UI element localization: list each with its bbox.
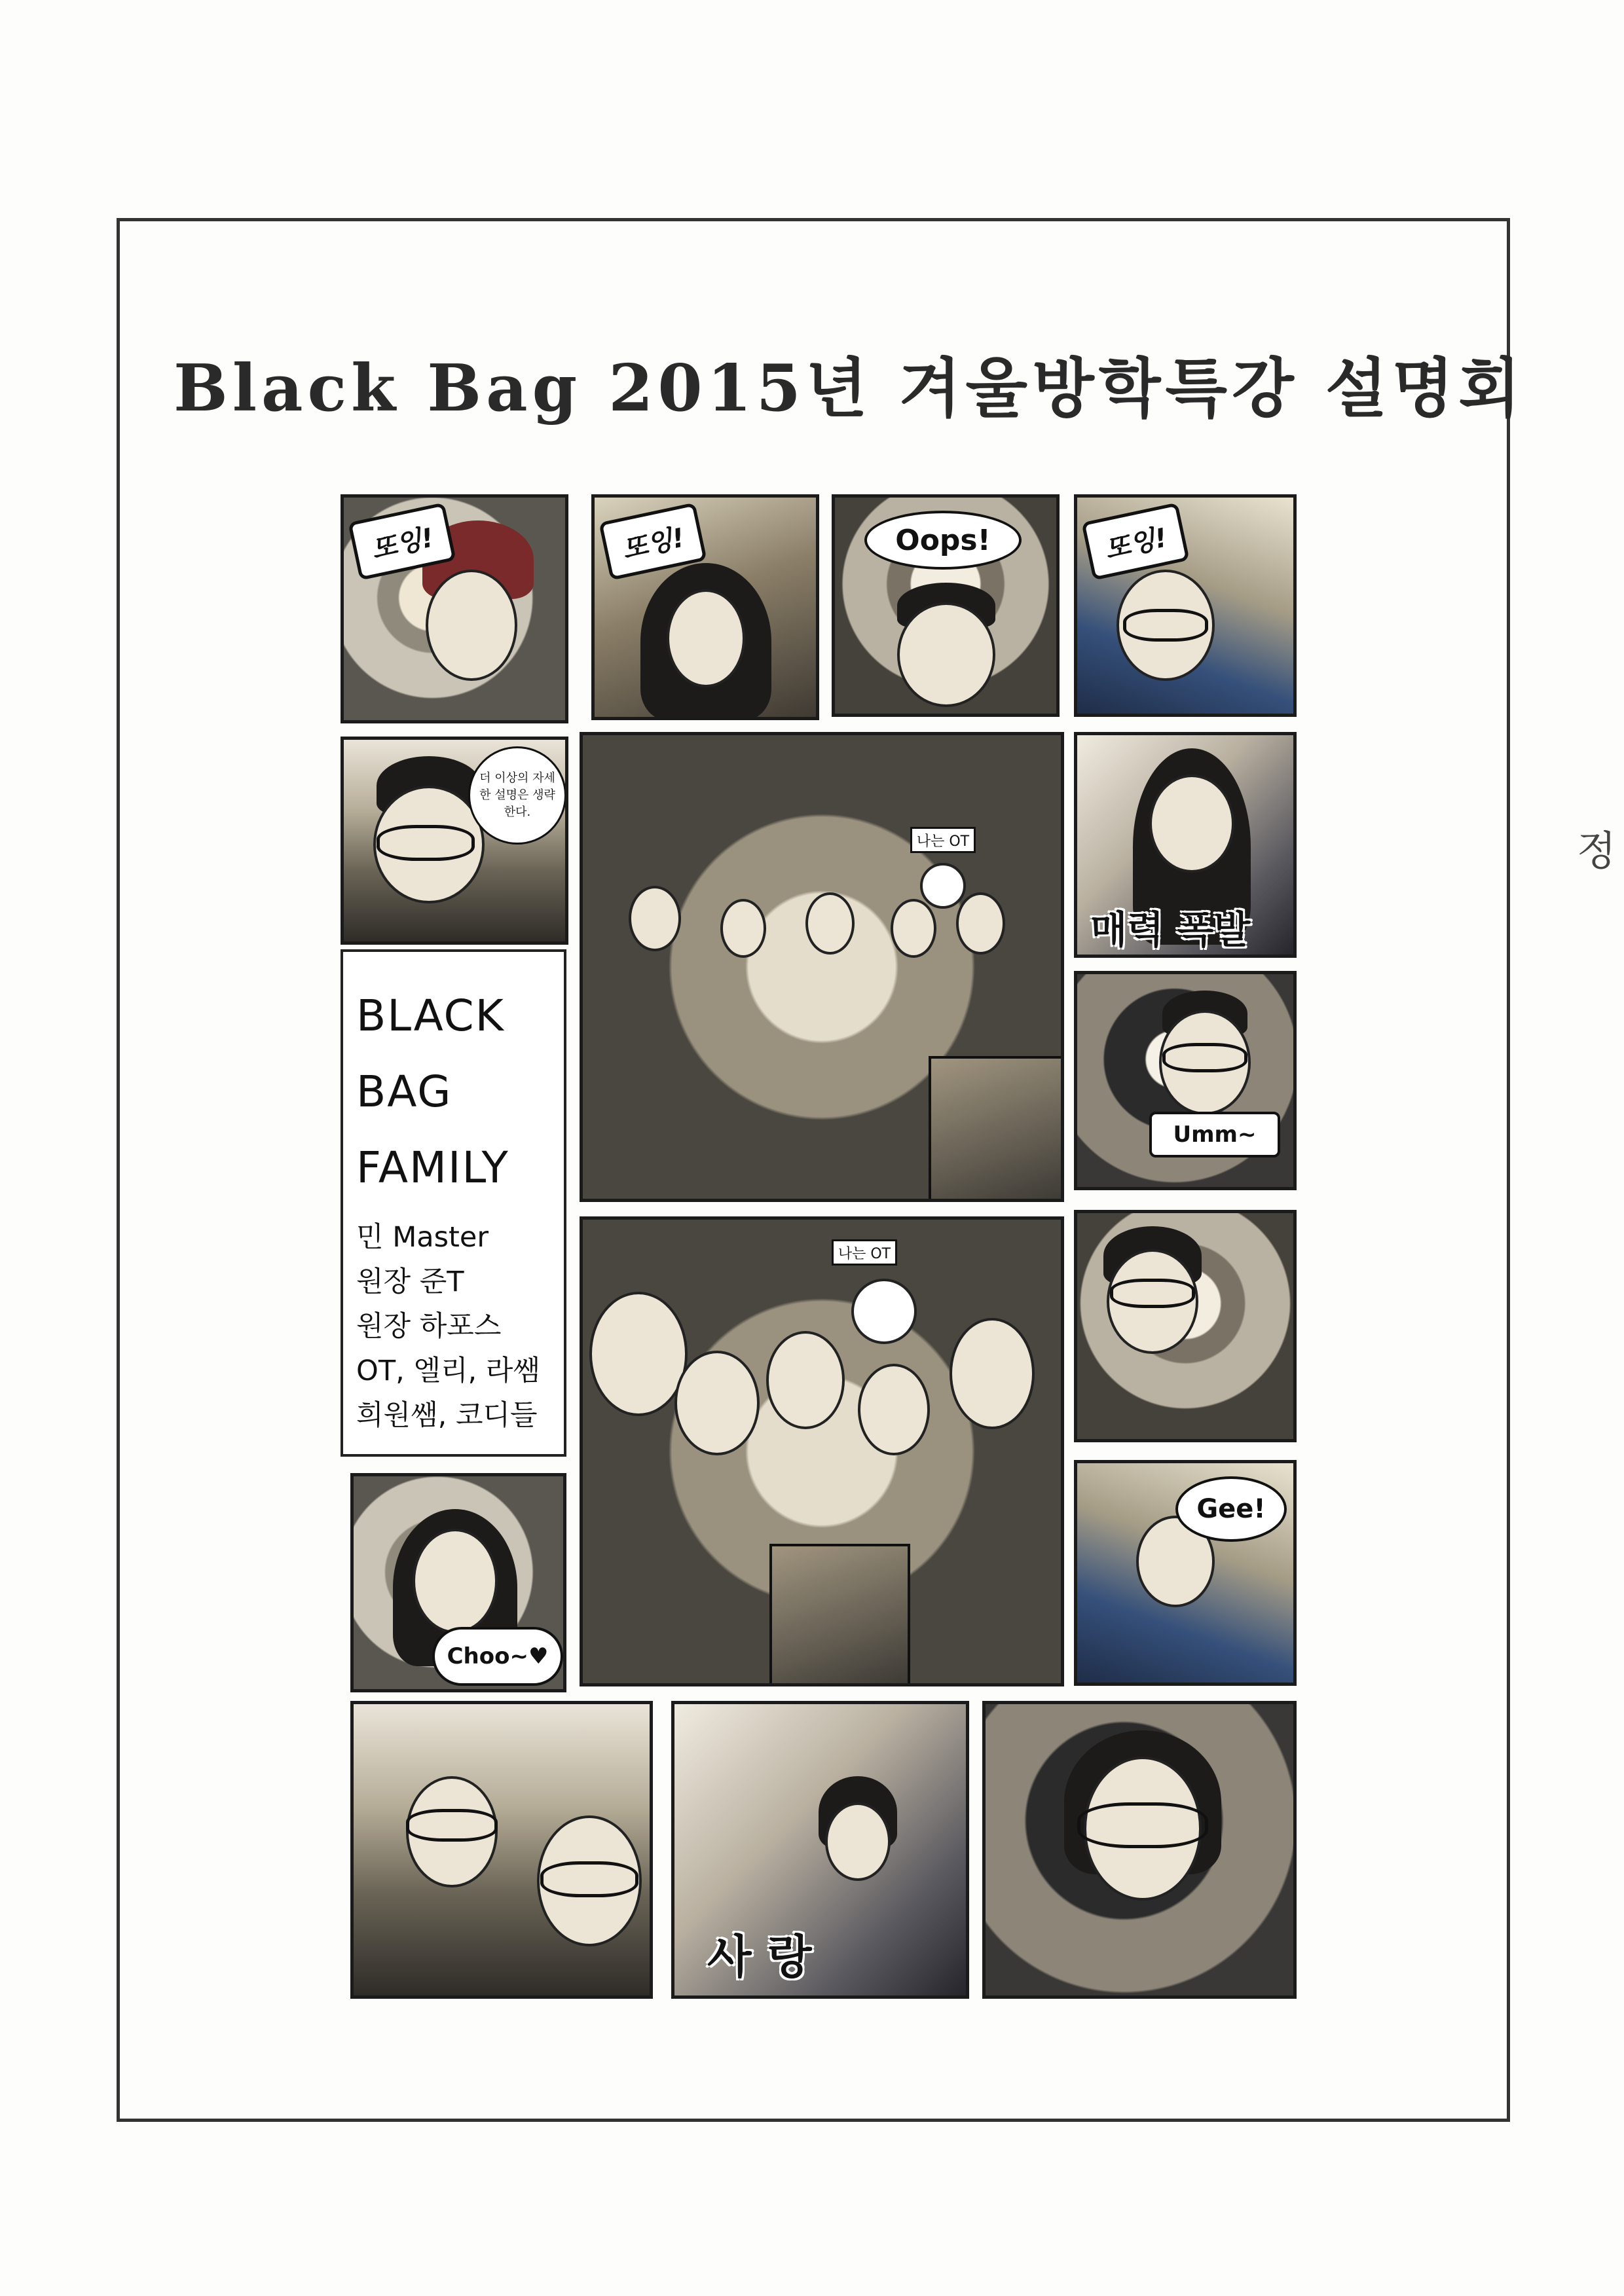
group-photo-panel-1 — [580, 732, 1064, 1202]
burst-bubble: 또잉! — [1081, 502, 1189, 580]
family-info-box — [341, 949, 566, 1457]
glasses-shape — [1077, 1802, 1208, 1848]
comic-panel-13 — [671, 1701, 969, 1999]
comic-panel-7 — [1074, 732, 1297, 958]
face-shape — [805, 892, 855, 955]
speech-bubble: Oops! — [864, 511, 1022, 570]
glasses-shape — [1162, 1043, 1247, 1072]
face-shape — [589, 1292, 688, 1416]
family-heading-line: BAG — [356, 1066, 452, 1117]
caption-tag: 나는 OT — [910, 827, 976, 853]
face-shape — [667, 589, 745, 687]
family-member-line: 희원쌤, 코디들 — [356, 1399, 538, 1432]
face-shape — [766, 1331, 845, 1429]
family-member-line: OT, 엘리, 라쌤 — [356, 1355, 540, 1387]
comic-panel-8 — [1074, 971, 1297, 1190]
family-member-line: 민 Master — [356, 1221, 489, 1254]
face-shape — [1149, 774, 1234, 873]
glasses-shape — [1110, 1279, 1195, 1308]
glasses-shape — [1123, 609, 1208, 642]
face-shape — [413, 1529, 498, 1633]
burst-bubble: 또잉! — [348, 502, 456, 580]
face-shape — [891, 899, 936, 958]
callout-circle — [851, 1279, 917, 1344]
face-shape — [950, 1318, 1035, 1429]
comic-panel-11 — [1074, 1460, 1297, 1686]
family-member-line: 원장 준T — [356, 1266, 464, 1298]
group-photo-panel-2 — [580, 1216, 1064, 1686]
comic-panel-5 — [341, 737, 568, 945]
family-heading-line: BLACK — [356, 991, 505, 1041]
comic-panel-12 — [350, 1701, 653, 1999]
face-shape — [858, 1364, 930, 1455]
glasses-shape — [540, 1861, 638, 1897]
comic-panel-10 — [350, 1473, 566, 1692]
comic-panel-2 — [591, 494, 819, 720]
caption-text: 매력 폭발 — [1090, 907, 1251, 952]
face-shape — [720, 899, 766, 958]
family-heading-line: FAMILY — [356, 1142, 509, 1193]
comic-panel-1 — [341, 494, 568, 723]
comic-panel-14 — [982, 1701, 1297, 1999]
face-shape — [825, 1802, 891, 1881]
family-member-line: 원장 하포스 — [356, 1310, 502, 1343]
comic-panel-9 — [1074, 1210, 1297, 1442]
speech-bubble: Umm~ — [1149, 1112, 1280, 1157]
inset-photo — [929, 1056, 1064, 1202]
speech-bubble: Choo~♥ — [432, 1627, 563, 1686]
comic-panel-3 — [832, 494, 1060, 717]
glasses-shape — [406, 1809, 498, 1842]
face-shape — [956, 892, 1005, 955]
face-shape — [629, 886, 681, 951]
glasses-shape — [377, 825, 475, 861]
callout-circle — [920, 863, 966, 909]
caption-text: 사 랑 — [707, 1930, 812, 1984]
comic-panel-4 — [1074, 494, 1297, 717]
caption-tag: 나는 OT — [832, 1239, 897, 1266]
face-shape — [674, 1351, 760, 1455]
burst-bubble: 또잉! — [599, 502, 707, 580]
speech-bubble: 더 이상의 자세한 설명은 생략한다. — [468, 746, 566, 845]
face-shape — [897, 602, 995, 707]
edge-text: 정 — [1577, 827, 1616, 875]
page-title: Black Bag 2015년 겨울방학특강 설명회 — [174, 351, 1525, 426]
inset-photo — [769, 1544, 910, 1686]
speech-bubble: Gee! — [1175, 1476, 1287, 1542]
face-shape — [426, 570, 517, 681]
